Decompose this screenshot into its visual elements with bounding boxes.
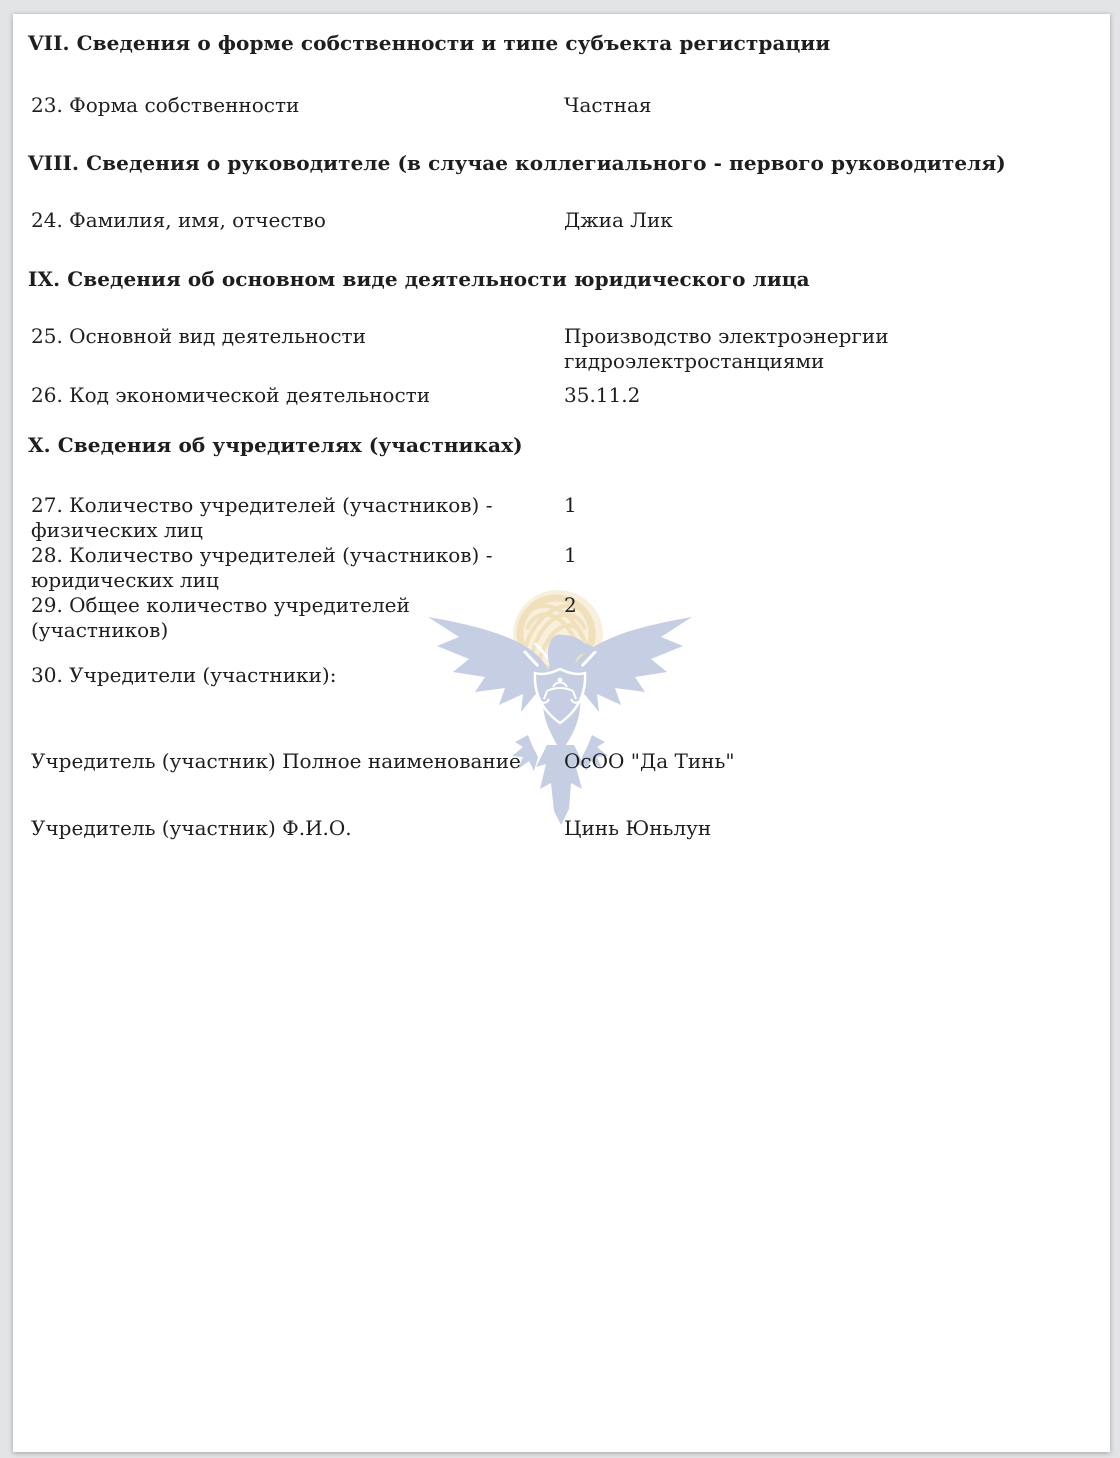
field-row-30 bbox=[28, 663, 1092, 688]
field-label: 29. Общее количество учредителей (участников) bbox=[31, 593, 410, 642]
field-label: 27. Количество учредителей (участников) - физических лиц bbox=[31, 493, 493, 542]
field-value: 35.11.2 bbox=[564, 383, 641, 407]
section-ix-heading: IX. Сведения об основном виде деятельности юридического лица bbox=[28, 267, 810, 291]
founder-name-row bbox=[28, 749, 1092, 774]
founder-fio-row bbox=[28, 816, 1092, 841]
section-vii-heading: VII. Сведения о форме собственности и типе субъекта регистрации bbox=[28, 31, 831, 55]
field-label: 24. Фамилия, имя, отчество bbox=[31, 208, 326, 232]
field-label: 28. Количество учредителей (участников) - юридических лиц bbox=[31, 543, 493, 592]
field-row-26 bbox=[28, 383, 1092, 408]
field-label: Учредитель (участник) Ф.И.О. bbox=[31, 816, 352, 840]
field-row-24 bbox=[28, 208, 1092, 233]
registration-document-page bbox=[13, 14, 1110, 1452]
field-label: Учредитель (участник) Полное наименование bbox=[31, 749, 521, 773]
section-x-heading: X. Сведения об учредителях (участниках) bbox=[28, 433, 523, 457]
field-label: 26. Код экономической деятельности bbox=[31, 383, 431, 407]
field-value: Частная bbox=[564, 93, 652, 117]
field-row-27 bbox=[28, 493, 1092, 543]
field-value: 1 bbox=[564, 543, 577, 567]
field-label: 25. Основной вид деятельности bbox=[31, 324, 366, 348]
field-value: Цинь Юньлун bbox=[564, 816, 712, 840]
field-row-25 bbox=[28, 324, 1092, 374]
field-row-23 bbox=[28, 93, 1092, 118]
document-content bbox=[13, 14, 1110, 841]
field-row-28 bbox=[28, 543, 1092, 593]
field-value bbox=[564, 663, 924, 688]
field-row-29 bbox=[28, 593, 1092, 643]
field-value: 2 bbox=[564, 593, 577, 617]
field-value: Джиа Лик bbox=[564, 208, 673, 232]
field-value: Производство электроэнергии гидроэлектростанциями bbox=[564, 324, 889, 373]
field-value: ОсОО "Да Тинь" bbox=[564, 749, 735, 773]
section-viii-heading: VIII. Сведения о руководителе (в случае коллегиального - первого руководителя) bbox=[28, 151, 1006, 175]
field-value: 1 bbox=[564, 493, 577, 517]
field-label: 23. Форма собственности bbox=[31, 93, 300, 117]
field-label: 30. Учредители (участники): bbox=[31, 663, 337, 687]
